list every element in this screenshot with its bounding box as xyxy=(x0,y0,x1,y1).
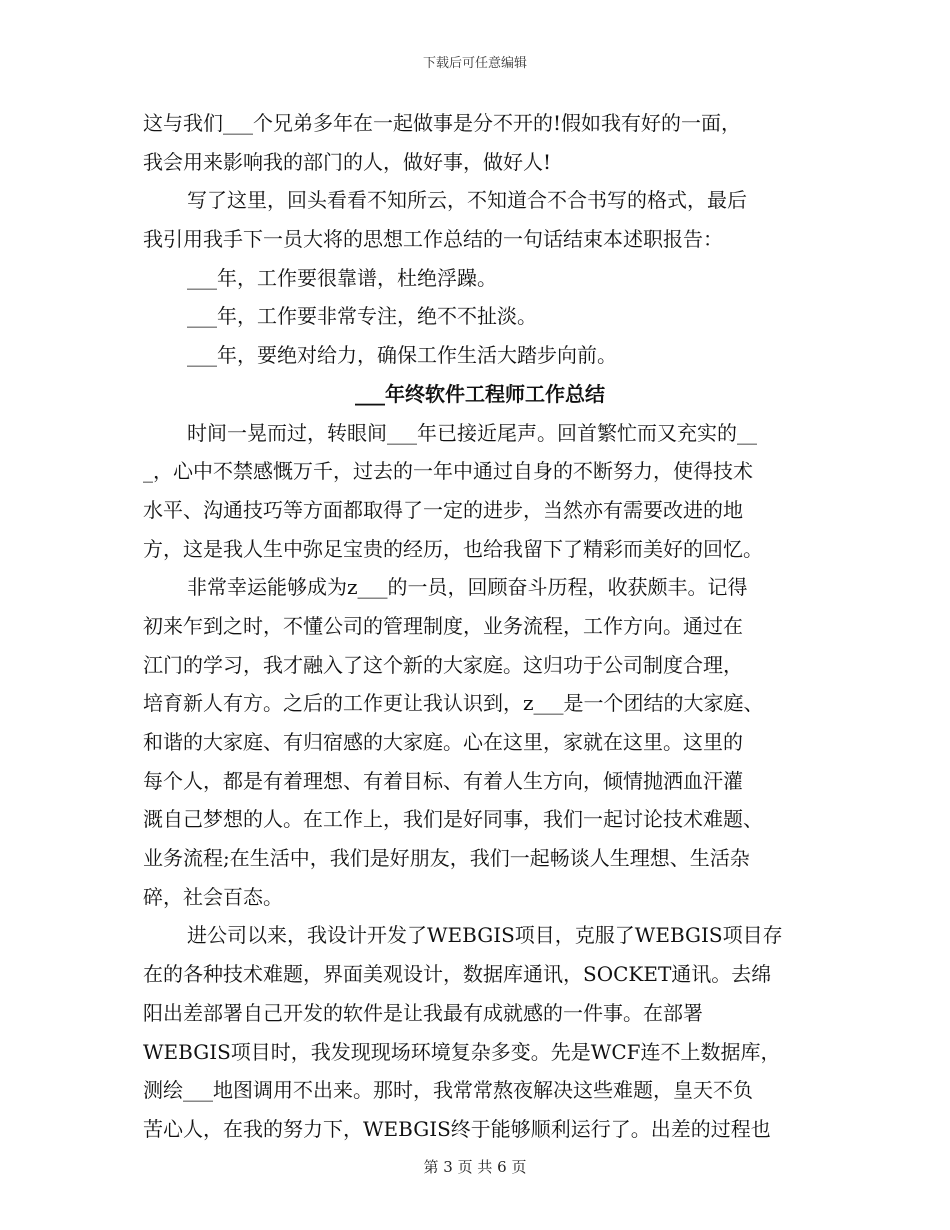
paragraph-line: _，心中不禁感慨万千，过去的一年中通过自身的不断努力，使得技术 xyxy=(143,459,753,484)
paragraph-line: 进公司以来，我设计开发了WEBGIS项目，克服了WEBGIS项目存 xyxy=(187,923,783,948)
paragraph-line: 业务流程;在生活中，我们是好朋友，我们一起畅谈人生理想、生活杂 xyxy=(143,846,750,871)
section-title: ___年终软件工程师工作总结 xyxy=(355,381,605,406)
paragraph-line: 测绘___地图调用不出来。那时，我常常熬夜解决这些难题，皇天不负 xyxy=(143,1078,753,1103)
paragraph-line: 写了这里，回头看看不知所云，不知道合不合书写的格式，最后 xyxy=(187,188,747,213)
paragraph-line: 苦心人，在我的努力下，WEBGIS终于能够顺利运行了。出差的过程也 xyxy=(143,1116,771,1141)
paragraph-line: WEBGIS项目时，我发现现场环境复杂多变。先是WCF连不上数据库， xyxy=(143,1039,781,1064)
paragraph-line: 方，这是我人生中弥足宝贵的经历，也给我留下了精彩而美好的回忆。 xyxy=(143,536,763,561)
page-number: 第 3 页 共 6 页 xyxy=(423,1158,527,1176)
list-item: ___年，工作要很靠谱，杜绝浮躁。 xyxy=(187,265,497,290)
paragraph-line: 这与我们___个兄弟多年在一起做事是分不开的!假如我有好的一面， xyxy=(143,111,742,135)
paragraph-line: 培育新人有方。之后的工作更让我认识到，z___是一个团结的大家庭、 xyxy=(143,691,764,716)
paragraph-line: 江门的学习，我才融入了这个新的大家庭。这归功于公司制度合理， xyxy=(143,652,743,677)
paragraph-line: 每个人，都是有着理想、有着目标、有着人生方向，倾情抛洒血汗灌 xyxy=(143,768,743,793)
paragraph-line: 碎，社会百态。 xyxy=(143,884,283,909)
page-header: 下载后可任意编辑 xyxy=(422,56,527,71)
document-body xyxy=(143,104,809,1149)
paragraph-line: 初来乍到之时，不懂公司的管理制度，业务流程，工作方向。通过在 xyxy=(143,613,743,638)
list-item: ___年，要绝对给力，确保工作生活大踏步向前。 xyxy=(187,343,617,368)
paragraph-line: 溉自己梦想的人。在工作上，我们是好同事，我们一起讨论技术难题、 xyxy=(143,807,763,832)
paragraph-line: 非常幸运能够成为z___的一员，回顾奋斗历程，收获颇丰。记得 xyxy=(187,575,748,600)
paragraph-line: 我会用来影响我的部门的人，做好事，做好人! xyxy=(143,149,552,174)
paragraph-line: 在的各种技术难题，界面美观设计，数据库通讯，SOCKET通讯。去绵 xyxy=(143,962,772,987)
paragraph-line: 和谐的大家庭、有归宿感的大家庭。心在这里，家就在这里。这里的 xyxy=(143,730,743,754)
paragraph-line: 水平、沟通技巧等方面都取得了一定的进步，当然亦有需要改进的地 xyxy=(143,497,743,522)
paragraph-line: 阳出差部署自己开发的软件是让我最有成就感的一件事。在部署 xyxy=(143,1000,703,1025)
paragraph-line: 时间一晃而过，转眼间___年已接近尾声。回首繁忙而又充实的__ xyxy=(187,420,757,445)
paragraph-line: 我引用我手下一员大将的思想工作总结的一句话结束本述职报告： xyxy=(143,227,723,252)
list-item: ___年，工作要非常专注，绝不不扯淡。 xyxy=(187,304,537,329)
